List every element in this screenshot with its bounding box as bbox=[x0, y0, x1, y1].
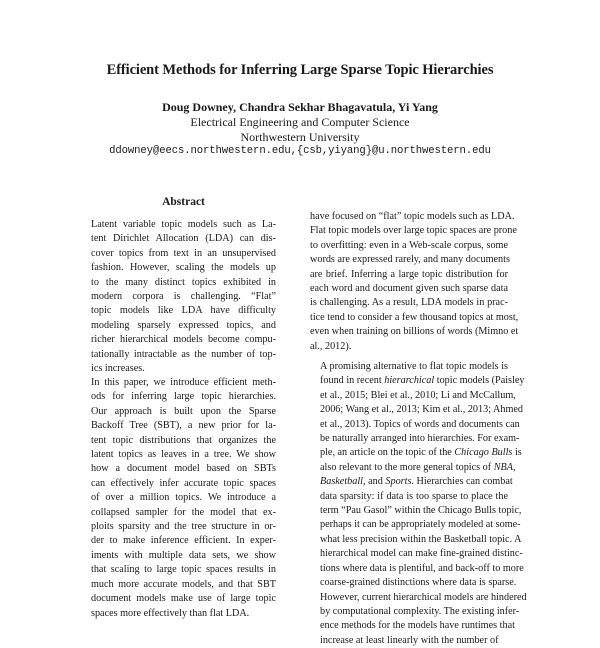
text-run: by computational complexity. The existing infer- bbox=[320, 605, 520, 617]
text-run: increase at least linearly with the number of bbox=[320, 634, 499, 646]
text-line bbox=[310, 576, 517, 590]
abstract-paragraph-1 bbox=[91, 218, 276, 376]
text-line bbox=[310, 403, 523, 417]
text-line: ics increases. bbox=[91, 363, 145, 375]
text-run: hierarchical model can make fine-grained distinc- bbox=[320, 548, 523, 560]
text-line bbox=[310, 562, 524, 576]
university: Northwestern University bbox=[240, 130, 360, 144]
text-run: , bbox=[512, 461, 516, 473]
text-line: can effectively infer accurate topic spaces bbox=[91, 477, 276, 489]
italic-term: Chicago Bulls bbox=[454, 447, 513, 459]
text-run: data sparsity: if data is too sparse to place the bbox=[320, 490, 508, 502]
text-run: . Hierarchies can combat bbox=[411, 476, 513, 488]
text-line: even when training on billions of words (Mimno et bbox=[310, 326, 519, 338]
text-line: cover topics from text in an unsupervised bbox=[91, 247, 276, 259]
text-run: is bbox=[512, 447, 522, 459]
text-run: found in recent bbox=[320, 375, 385, 387]
text-line: iments with multiple data sets, we show bbox=[91, 549, 276, 561]
text-line: tice tend to consider a few thousand topics at most, bbox=[310, 311, 519, 323]
text-run: be naturally arranged into hierarchies. For exam- bbox=[320, 433, 520, 445]
intro-paragraph-1 bbox=[310, 210, 519, 354]
author-emails: ddowney@eecs.northwestern.edu,{csb,yiyang}@u.northwestern.edu bbox=[109, 145, 491, 157]
text-line: latent topics as leaves in a tree. We show bbox=[91, 449, 276, 461]
text-line bbox=[310, 389, 516, 403]
italic-term: Sports bbox=[385, 476, 412, 488]
abstract-heading: Abstract bbox=[162, 196, 205, 208]
abstract-paragraph-2 bbox=[91, 376, 276, 621]
text-run: perhaps it can be appropriately modeled at some- bbox=[320, 519, 521, 531]
author-list: Doug Downey, Chandra Sekhar Bhagavatula, Yi Yang bbox=[162, 100, 438, 114]
text-line bbox=[310, 518, 521, 532]
department: Electrical Engineering and Computer Science bbox=[190, 115, 410, 129]
text-line: Latent variable topic models such as La- bbox=[91, 219, 276, 230]
text-line bbox=[310, 432, 520, 446]
text-line bbox=[310, 504, 522, 518]
text-line: to the many distinct topics exhibited in bbox=[91, 276, 276, 288]
italic-term: NBA bbox=[493, 461, 513, 473]
text-run: also relevant to the more general topics of bbox=[320, 461, 494, 473]
italic-term: hierarchical bbox=[384, 375, 435, 387]
text-run: tions where data is plentiful, and back-off to more bbox=[320, 562, 524, 574]
text-line bbox=[310, 591, 527, 605]
text-run: et al., 2013). Topics of words and documents can bbox=[320, 418, 520, 430]
text-line: much more accurate models, and that SBT bbox=[91, 578, 276, 590]
text-line: Backoff Tree (SBT), a new prior for la- bbox=[91, 420, 276, 432]
text-line bbox=[310, 418, 520, 432]
text-run: et al., 2015; Blei et al., 2010; Li and McCallum, bbox=[320, 389, 516, 401]
text-line: topic models like LDA have difficulty bbox=[91, 305, 276, 317]
text-run: term “Pau Gasol” within the Chicago Bulls topic, bbox=[320, 505, 522, 517]
text-line: Flat topic models over large topic spaces are prone bbox=[310, 225, 517, 237]
text-run: , and bbox=[363, 476, 386, 488]
text-line: fashion. However, scaling the models up bbox=[91, 262, 276, 274]
text-run: what less precision within the Basketball topic. A bbox=[320, 533, 522, 545]
text-line: richer hierarchical models become compu- bbox=[91, 334, 276, 346]
text-run: coarse-grained distinctions where data is sparse. bbox=[320, 577, 517, 589]
text-line bbox=[310, 605, 520, 619]
text-line: each word and document given such sparse data bbox=[310, 283, 508, 295]
text-run: However, current hierarchical models are hindered bbox=[320, 591, 527, 603]
intro-paragraph-2 bbox=[310, 360, 527, 648]
text-line bbox=[310, 490, 508, 504]
text-line bbox=[310, 461, 516, 475]
text-line: ploits sparsity and the tree structure in or- bbox=[91, 521, 276, 533]
text-line bbox=[310, 475, 513, 489]
text-line: tent Dirichlet Allocation (LDA) can dis- bbox=[91, 233, 276, 245]
text-line bbox=[310, 533, 522, 547]
text-line: collapsed sampler for the model that ex- bbox=[91, 506, 276, 518]
text-line: is challenging. As a result, LDA models in prac- bbox=[310, 297, 508, 309]
text-line: to overfitting: even in a Web-scale corpus, some bbox=[310, 239, 508, 251]
text-line: ods for inferring large topic hierarchies. bbox=[91, 391, 276, 403]
text-run: ence methods for the models have runtimes that bbox=[320, 620, 515, 632]
italic-term: Basketball bbox=[320, 476, 364, 488]
text-line: der to make inference efficient. In exper- bbox=[91, 535, 276, 547]
text-line bbox=[310, 360, 508, 374]
text-line: of over a million topics. We introduce a bbox=[91, 492, 276, 504]
text-line: spaces more effectively than flat LDA. bbox=[91, 607, 250, 619]
text-line bbox=[310, 547, 523, 561]
text-line bbox=[310, 374, 525, 388]
text-line: In this paper, we introduce efficient meth- bbox=[91, 377, 276, 388]
text-line bbox=[310, 619, 515, 633]
text-line: how a document model based on SBTs bbox=[91, 463, 276, 475]
text-line: have focused on “flat” topic models such as LDA. bbox=[310, 211, 515, 222]
text-line bbox=[310, 446, 522, 460]
text-run: 2006; Wang et al., 2013; Kim et al., 2013; Ahmed bbox=[320, 404, 523, 416]
text-line: tationally intractable as the number of top- bbox=[91, 348, 276, 360]
text-run: A promising alternative to flat topic models is bbox=[320, 361, 508, 372]
text-line: modeling sparsely expressed topics, and bbox=[91, 319, 276, 331]
text-line: Our approach is built upon the Sparse bbox=[91, 405, 276, 417]
text-line: that scaling to large topic spaces results in bbox=[91, 564, 276, 576]
text-line: modern corpora is challenging. “Flat” bbox=[91, 291, 276, 303]
text-line bbox=[310, 634, 508, 648]
text-line: words are expressed rarely, and many documents bbox=[310, 254, 510, 266]
text-line: al., 2012). bbox=[310, 340, 352, 352]
text-run: ple, an article on the topic of the bbox=[320, 447, 455, 459]
text-line: tent topic distributions that organizes the bbox=[91, 434, 276, 446]
paper-title: Efficient Methods for Inferring Large Sparse Topic Hierarchies bbox=[106, 62, 494, 78]
text-line: are brief. Inferring a large topic distribution for bbox=[310, 268, 508, 280]
text-run: topic models (Paisley bbox=[434, 375, 525, 387]
text-line: document models make use of large topic bbox=[91, 593, 276, 605]
